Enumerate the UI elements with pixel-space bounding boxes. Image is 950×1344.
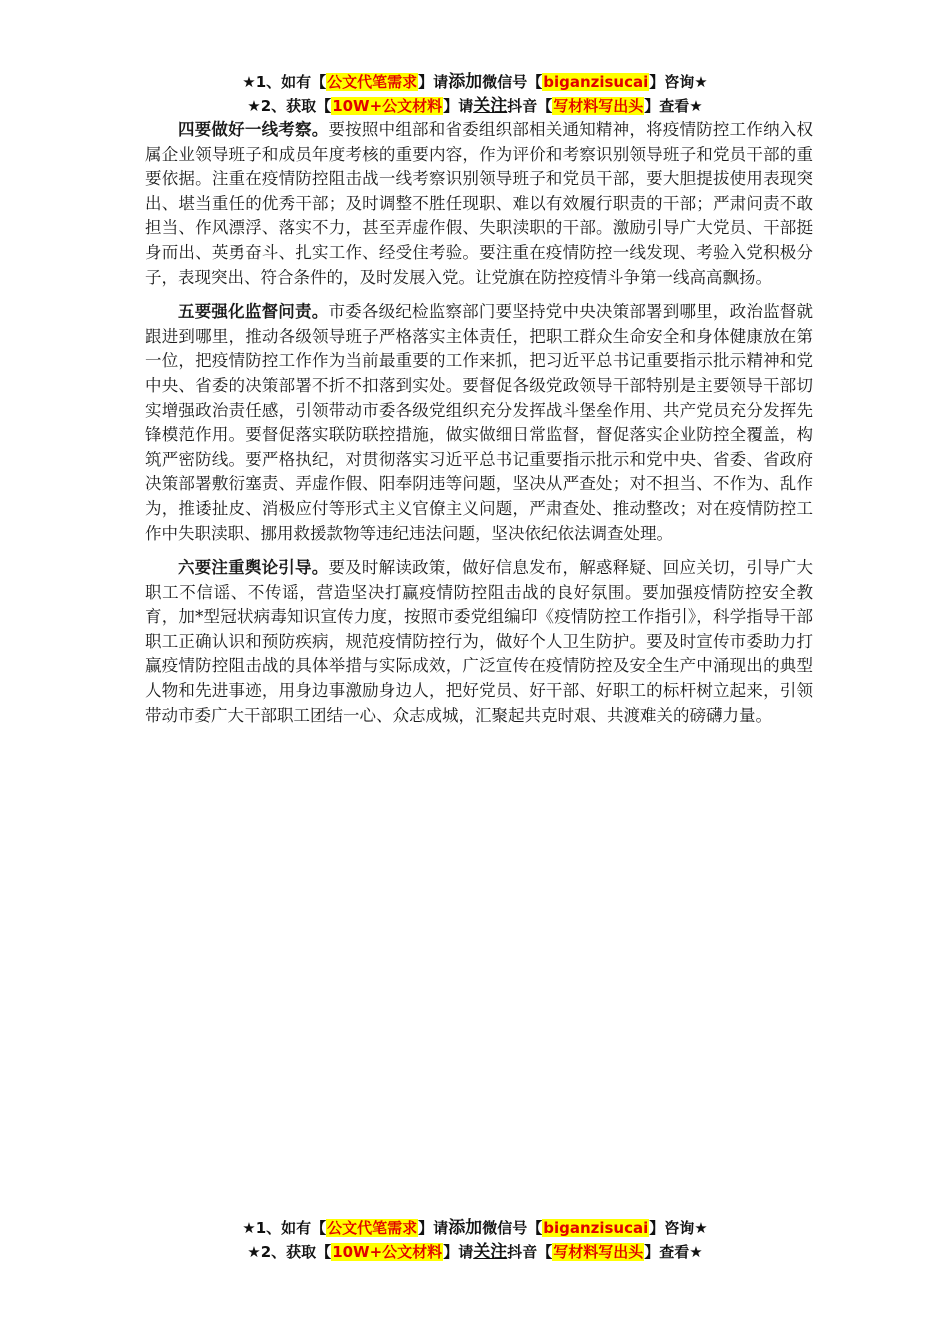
banner-highlight: 10W+公文材料 [332, 97, 443, 115]
banner-highlight: 10W+公文材料 [332, 1243, 443, 1261]
banner-highlight: 写材料写出头 [553, 97, 644, 115]
banner-text: 抖音【 [507, 1243, 553, 1261]
banner-emphasis: 添加 [448, 72, 483, 92]
banner-highlight: biganzisucai [543, 73, 649, 91]
document-body [145, 118, 813, 738]
banner-emphasis: 关注 [473, 96, 508, 116]
footer-banner-line-1 [0, 1216, 950, 1240]
banner-text: 抖音【 [507, 97, 553, 115]
section-body: 要及时解读政策，做好信息发布，解惑释疑、回应关切，引导广大职工不信谣、不传谣，营造坚决打赢疫情防控阻击战的良好氛围。要加强疫情防控安全教育，加*型冠状病毒知识宣传力度，按照市委党组编印《疫情防控工作指引》，科学指导干部职工正确认识和预防疾病，规范疫情防控行为，做好个人卫生防护。要及时宣传市委助力打赢疫情防控阻击战的具体举措与实际成效，广泛宣传在疫情防控及安全生产中涌现出的典型人物和先进事迹，用身边事激励身边人，把好党员、好干部、好职工的标杆树立起来，引领带动市委广大干部职工团结一心、众志成城，汇聚起共克时艰、共渡难关的磅礴力量。 [145, 558, 814, 725]
banner-emphasis: 关注 [473, 1242, 508, 1262]
section-body: 要按照中组部和省委组织部相关通知精神，将疫情防控工作纳入权属企业领导班子和成员年度考核的重要内容，作为评价和考察识别领导班子和党员干部的重要依据。注重在疫情防控阻击战一线考察识别领导班子和党员干部，要大胆提拔使用表现突出、堪当重任的优秀干部；及时调整不胜任现职、难以有效履行职责的干部；严肃问责不敢担当、作风漂浮、落实不力，甚至弄虚作假、失职渎职的干部。激励引导广大党员、干部挺身而出、英勇奋斗、扎实工作、经受住考验。要注重在疫情防控一线发现、考验入党积极分子，表现突出、符合条件的，及时发展入党。让党旗在防控疫情斗争第一线高高飘扬。 [145, 120, 814, 287]
banner-text: 】请 [418, 73, 449, 91]
banner-prefix: ★1、如有【 [242, 1219, 327, 1237]
banner-suffix: 】咨询★ [649, 1219, 708, 1237]
banner-text: 】请 [443, 1243, 474, 1261]
paragraph-section-6 [145, 556, 813, 728]
section-heading: 四要做好一线考察。 [178, 120, 329, 139]
footer-banner [0, 1216, 950, 1264]
section-heading: 五要强化监督问责。 [178, 302, 329, 322]
banner-prefix: ★2、获取【 [247, 97, 332, 115]
header-banner-line-2 [0, 94, 950, 118]
paragraph-section-4 [145, 118, 813, 290]
banner-prefix: ★1、如有【 [242, 73, 327, 91]
banner-highlight: 写材料写出头 [553, 1243, 644, 1261]
banner-suffix: 】咨询★ [649, 73, 708, 91]
banner-text: 】请 [418, 1219, 449, 1237]
banner-highlight: biganzisucai [543, 1219, 649, 1237]
paragraph-section-5 [145, 300, 813, 546]
banner-emphasis: 添加 [448, 1218, 483, 1238]
banner-suffix: 】查看★ [644, 1243, 703, 1261]
banner-text: 微信号【 [482, 1219, 543, 1237]
section-heading: 六要注重舆论引导。 [178, 558, 329, 578]
header-banner-line-1 [0, 70, 950, 94]
banner-highlight: 公文代笔需求 [327, 73, 418, 91]
banner-text: 】请 [443, 97, 474, 115]
banner-prefix: ★2、获取【 [247, 1243, 332, 1261]
header-banner [0, 70, 950, 118]
banner-suffix: 】查看★ [644, 97, 703, 115]
banner-text: 微信号【 [482, 73, 543, 91]
footer-banner-line-2 [0, 1240, 950, 1264]
section-body: 市委各级纪检监察部门要坚持党中央决策部署到哪里，政治监督就跟进到哪里，推动各级领导班子严格落实主体责任，把职工群众生命安全和身体健康放在第一位，把疫情防控工作作为当前最重要的工作来抓，把习近平总书记重要指示批示精神和党中央、省委的决策部署不折不扣落到实处。要督促各级党政领导干部特别是主要领导干部切实增强政治责任感，引领带动市委各级党组织充分发挥战斗堡垒作用、共产党员充分发挥先锋模范作用。要督促落实联防联控措施，做实做细日常监督，督促落实企业防控全覆盖，构筑严密防线。要严格执纪，对贯彻落实习近平总书记重要指示批示和党中央、省委、省政府决策部署敷衍塞责、弄虚作假、阳奉阴违等问题，坚决从严查处；对不担当、不作为、乱作为，推诿扯皮、消极应付等形式主义官僚主义问题，严肃查处、推动整改；对在疫情防控工作中失职渎职、挪用救援款物等违纪违法问题，坚决依纪依法调查处理。 [145, 302, 814, 543]
banner-highlight: 公文代笔需求 [327, 1219, 418, 1237]
